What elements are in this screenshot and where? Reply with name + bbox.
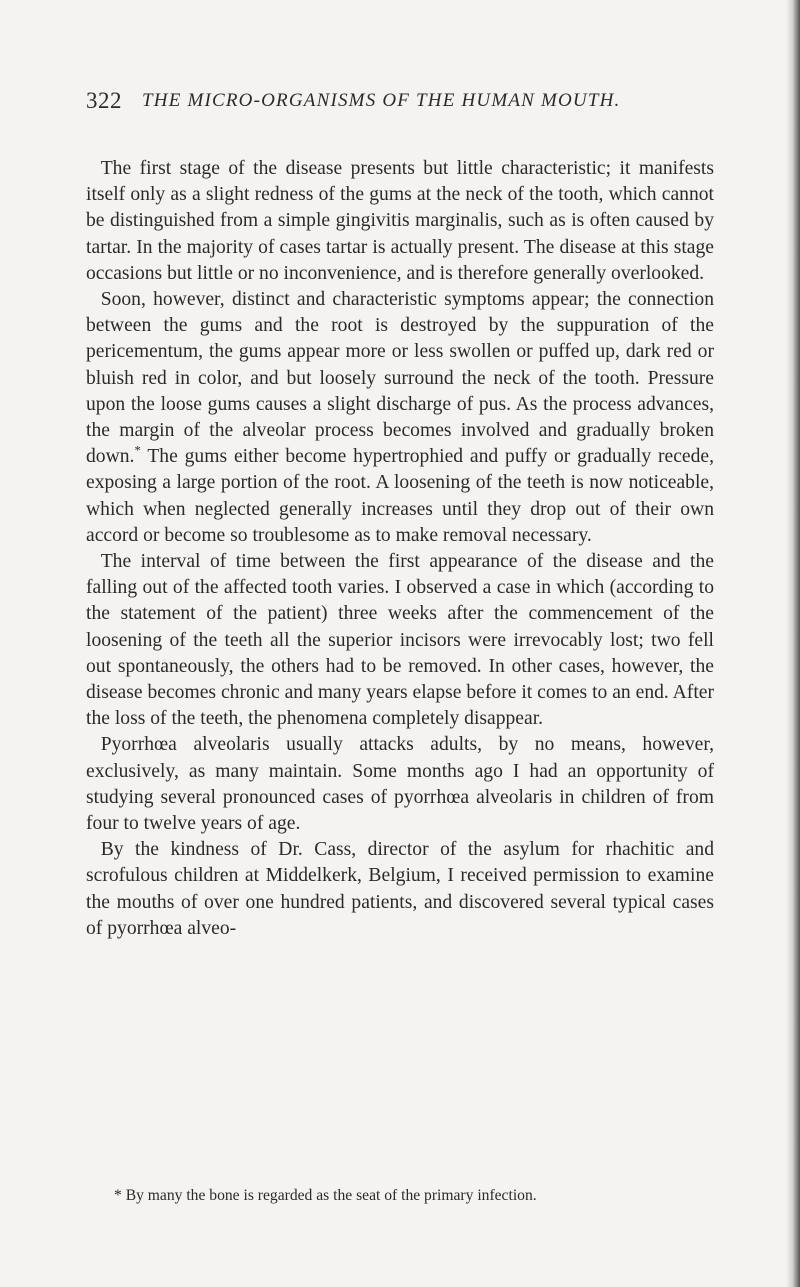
page-number: 322 <box>86 88 122 113</box>
footnote-mark: * <box>114 1187 122 1204</box>
paragraph: The interval of time between the first appearance of the disease and the falling out of the affected tooth varies. I observed a case in which (according to the statement of the patient) three weeks after the commencement of the loosening of the teeth all the superior incisors were irrevocably lost; two fell out spontaneously, the others had to be removed. In other cases, however, the disease becomes chronic and many years elapse before it comes to an end. After the loss of the teeth, the phenomena completely disappear. <box>86 551 714 730</box>
paragraph: By the kindness of Dr. Cass, director of the asylum for rhachitic and scrofulous children at Middelkerk, Belgium, I received permission to examine the mouths of over one hundred patients, and discovered several typical cases of pyorrhœa alveo- <box>86 839 714 939</box>
paragraph <box>86 287 714 549</box>
paragraph: The first stage of the disease presents but little characteristic; it manifests itself only as a slight redness of the gums at the neck of the tooth, which cannot be distinguished from a simple gingivitis marginalis, such as is often caused by tartar. In the majority of cases tartar is actually present. The disease at this stage occasions but little or no inconvenience, and is therefore generally overlooked. <box>86 158 714 284</box>
footnote <box>114 1186 714 1206</box>
footnote-reference: * <box>134 443 141 458</box>
running-title: THE MICRO-ORGANISMS OF THE HUMAN MOUTH. <box>142 90 621 111</box>
footnote-text: By many the bone is regarded as the seat of the primary infection. <box>125 1187 537 1204</box>
paragraph-text: Soon, however, distinct and characteristic symptoms appear; the connection between the gums and the root is destroyed by the suppuration of the pericementum, the gums appear more or less swollen or puffed up, dark red or bluish red in color, and but loosely surround the neck of the tooth. Pressure upon the loose gums causes a slight discharge of pus. As the process advances, the margin of the alveolar process becomes involved and gradually broken down. <box>86 289 714 468</box>
paragraph: Pyorrhœa alveolaris usually attacks adults, by no means, however, exclusively, as many maintain. Some months ago I had an opportunity of studying several pronounced cases of pyorrhœa alveolaris in children of from four to twelve years of age. <box>86 734 714 835</box>
paragraph-text-continued: The gums either become hypertrophied and puffy or gradually recede, exposing a large portion of the root. A loosening of the teeth is now noticeable, which when neglected generally increases until they drop out of their own accord or become so troublesome as to make removal necessary. <box>86 446 714 546</box>
page-edge-shadow <box>786 0 800 1287</box>
page-header <box>86 88 726 124</box>
body-text <box>86 156 714 942</box>
